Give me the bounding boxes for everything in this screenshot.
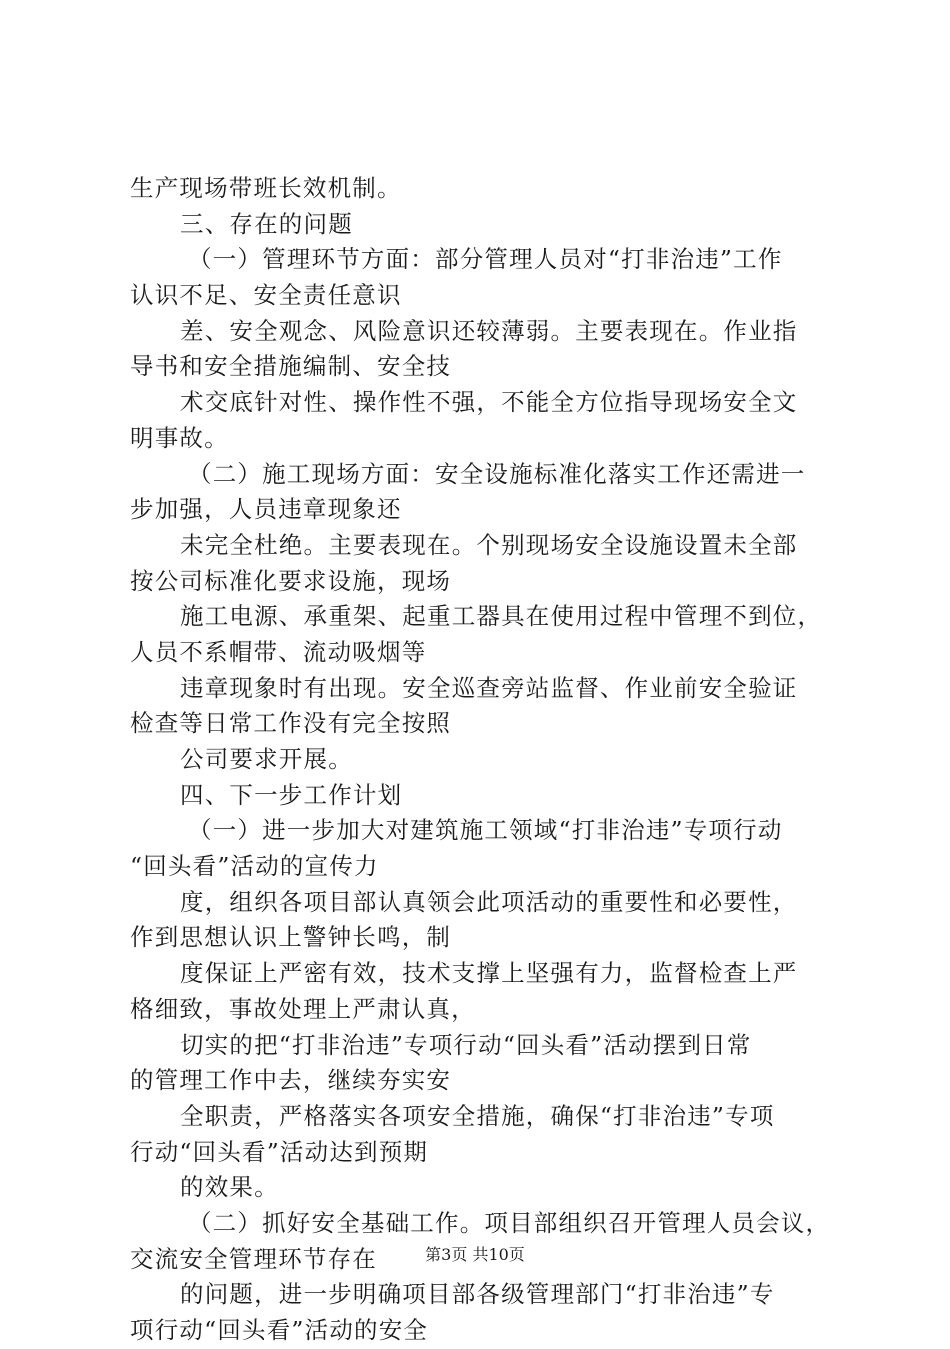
- page-footer: [0, 1245, 950, 1265]
- text-line: 违章现象时有出现。安全巡查旁站监督、作业前安全验证: [180, 673, 798, 702]
- text-line: 按公司标准化要求设施，现场: [130, 566, 452, 595]
- text-line: 检查等日常工作没有完全按照: [130, 709, 452, 738]
- text-line: 度，组织各项目部认真领会此项活动的重要性和必要性，: [180, 887, 798, 916]
- text-line: “回头看”活动的宣传力: [130, 852, 379, 881]
- text-line: 公司要求开展。: [180, 745, 353, 773]
- text-line: 行动“回头看”活动达到预期: [130, 1137, 429, 1166]
- text-line: 的问题，进一步明确项目部各级管理部门“打非治违”专: [180, 1280, 775, 1309]
- text-line: 切实的把“打非治违”专项行动“回头看”活动摆到日常: [180, 1030, 752, 1059]
- text-line: 导书和安全措施编制、安全技: [130, 352, 452, 381]
- text-line: 项行动“回头看”活动的安全: [130, 1316, 429, 1344]
- text-line: 未完全杜绝。主要表现在。个别现场安全设施设置未全部: [180, 530, 798, 559]
- text-line: 术交底针对性、操作性不强，不能全方位指导现场安全文: [180, 388, 798, 417]
- text-line: （二）施工现场方面：安全设施标准化落实工作还需进一: [188, 459, 806, 488]
- text-line: （一）进一步加大对建筑施工领域“打非治违”专项行动: [188, 816, 783, 845]
- page-number-label: 第3页 共10页: [425, 1245, 525, 1264]
- text-line: 四、下一步工作计划: [180, 780, 403, 809]
- text-line: 人员不系帽带、流动吸烟等: [130, 637, 427, 666]
- text-line: 步加强，人员违章现象还: [130, 495, 402, 524]
- text-line: 交流安全管理环节存在: [130, 1244, 377, 1273]
- text-line: 格细致，事故处理上严肃认真，: [130, 994, 476, 1023]
- document-body: [130, 171, 835, 1349]
- text-line: 施工电源、承重架、起重工器具在使用过程中管理不到位，: [180, 602, 823, 631]
- text-line: 认识不足、安全责任意识: [130, 281, 402, 310]
- text-line: （一）管理环节方面：部分管理人员对“打非治违”工作: [188, 245, 783, 274]
- text-line: 的效果。: [180, 1173, 279, 1202]
- text-line: 度保证上严密有效，技术支撑上坚强有力，监督检查上严: [180, 959, 798, 988]
- text-line: 作到思想认识上警钟长鸣，制: [130, 923, 452, 952]
- text-line: 生产现场带班长效机制。: [130, 174, 402, 202]
- text-line: （二）抓好安全基础工作。项目部组织召开管理人员会议，: [188, 1208, 831, 1237]
- text-line: 的管理工作中去，继续夯实安: [130, 1066, 452, 1095]
- text-line: 明事故。: [130, 423, 229, 452]
- text-line: 三、存在的问题: [180, 209, 353, 238]
- text-line: 差、安全观念、风险意识还较薄弱。主要表现在。作业指: [180, 316, 798, 345]
- text-line: 全职责，严格落实各项安全措施，确保“打非治违”专项: [180, 1101, 775, 1130]
